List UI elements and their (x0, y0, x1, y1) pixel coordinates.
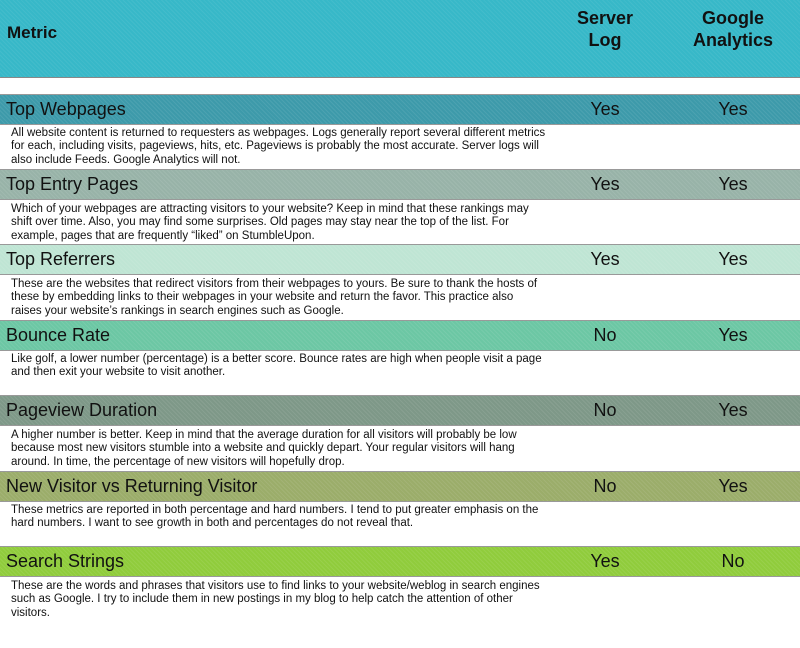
metric-row-bounce-rate (0, 320, 800, 351)
metric-description: These are the websites that redirect visitors from their webpages to yours. Be sure to thank the hosts of these by embedding links to their webpages in your website and return the favor. This practice also raises your website’s rankings in search engines such as Google. (11, 278, 538, 317)
google-analytics-value: Yes (718, 325, 748, 345)
server-log-value: Yes (590, 99, 620, 119)
metric-row-search-strings (0, 546, 800, 577)
metric-column-header: Metric (7, 23, 58, 42)
google-analytics-value: Yes (718, 174, 748, 194)
metric-row-pageview-duration (0, 395, 800, 426)
metric-description: All website content is returned to requesters as webpages. Logs generally report several different metrics for each, including visits, pageviews, hits, etc. Pageviews is probably the most accurate. Server logs will also include Feeds. Google Analytics will not. (11, 127, 546, 166)
metric-name: Top Entry Pages (6, 174, 139, 194)
server-log-column-header (555, 7, 655, 51)
metric-description: Which of your webpages are attracting visitors to your website? Keep in mind that these rankings may shift over time. Also, you may find some surprises. Old pages may stay near the top of the list. For example, pages that are frequently “liked” on StumbleUpon. (11, 203, 529, 242)
google-analytics-header-line2: Analytics (692, 30, 774, 50)
google-analytics-value: Yes (718, 400, 748, 420)
metric-name: Top Referrers (6, 249, 116, 269)
server-log-value: Yes (590, 551, 620, 571)
metric-description: These metrics are reported in both percentage and hard numbers. I tend to put greater emphasis on the hard numbers. I want to see growth in both and percentages do not reveal that. (11, 504, 539, 530)
metric-name: Bounce Rate (6, 325, 111, 345)
server-log-header-line2: Log (588, 30, 622, 50)
server-log-value: Yes (590, 249, 620, 269)
metric-row-new-vs-returning-visitor (0, 471, 800, 502)
metric-row-top-entry-pages (0, 169, 800, 200)
metric-name: Search Strings (6, 551, 125, 571)
metric-name: Top Webpages (6, 99, 126, 119)
google-analytics-value: No (721, 551, 745, 571)
google-analytics-column-header (672, 7, 794, 51)
metric-row-top-referrers (0, 244, 800, 275)
google-analytics-value: Yes (718, 99, 748, 119)
server-log-value: No (593, 476, 617, 496)
metric-description: These are the words and phrases that visitors use to find links to your website/weblog in search engines such as Google. I try to include them in new postings in my blog to help catch the attention of other visitors. (11, 580, 540, 619)
server-log-value: No (593, 325, 617, 345)
server-log-value: Yes (590, 174, 620, 194)
server-log-value: No (593, 400, 617, 420)
table-header (0, 0, 800, 78)
metric-row-top-webpages (0, 94, 800, 125)
google-analytics-value: Yes (718, 476, 748, 496)
metric-name: New Visitor vs Returning Visitor (6, 476, 258, 496)
metric-description: Like golf, a lower number (percentage) is a better score. Bounce rates are high when people visit a page and then exit your website to visit another. (11, 353, 542, 379)
metric-description: A higher number is better. Keep in mind that the average duration for all visitors will probably be low because most new visitors stumble into a website and quickly depart. Your regular visitors will hang around. In time, the percentage of new visitors will hopefully drop. (11, 429, 517, 468)
google-analytics-value: Yes (718, 249, 748, 269)
google-analytics-header-line1: Google (702, 8, 764, 28)
metric-name: Pageview Duration (6, 400, 158, 420)
server-log-header-line1: Server (576, 8, 634, 28)
